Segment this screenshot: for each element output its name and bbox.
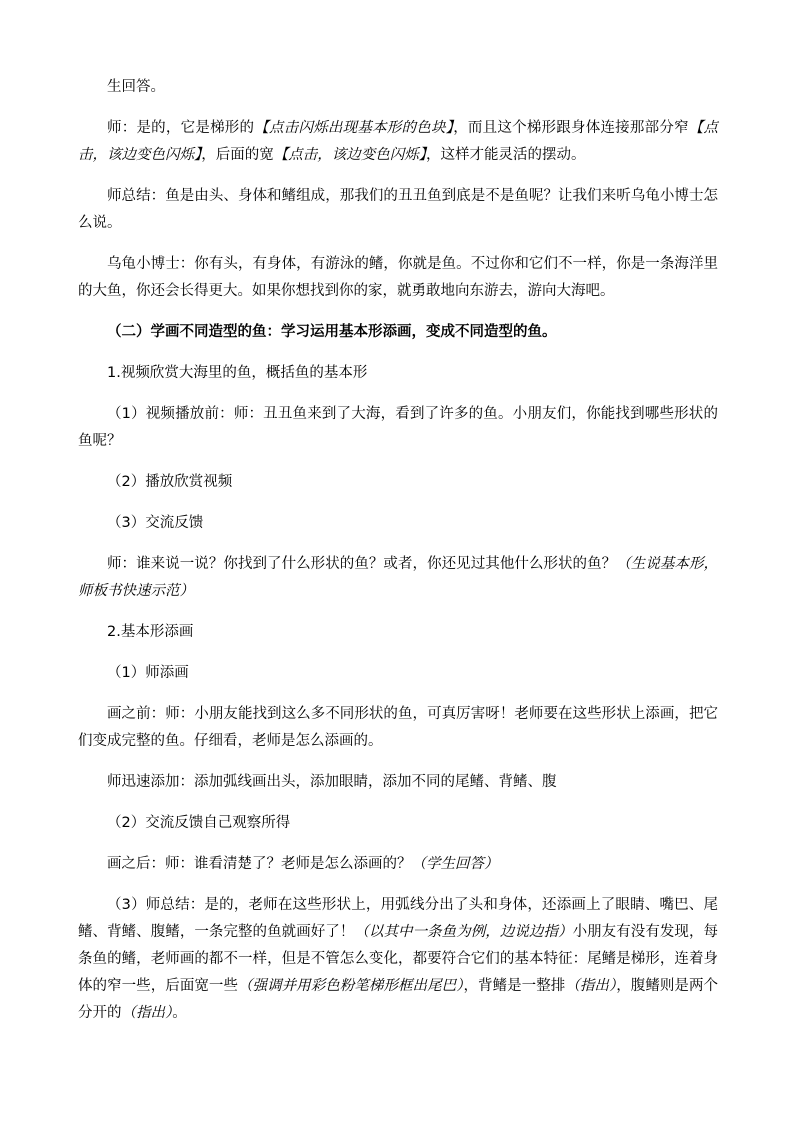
paragraph: [78, 360, 718, 387]
italic-note: （指出）: [565, 978, 617, 994]
italic-note: 【点击闪烁出现基本形的色块】: [254, 120, 454, 136]
text-run: 乌龟小博士：你有头，有身体，有游泳的鳍，你就是鱼。不过你和它们不一样，你是一条海洋里的大鱼，你还会长得更大。如果你想找到你的家，就勇敢地向东游去，游向大海吧。: [78, 256, 718, 299]
paragraph: [78, 469, 718, 496]
paragraph: [78, 510, 718, 537]
italic-note: （强调并用彩色粉笔梯形框出尾巴）: [238, 978, 464, 994]
paragraph: [78, 619, 718, 646]
paragraph: [78, 892, 718, 1027]
text-run: 。: [172, 1005, 187, 1021]
text-run: （3）交流反馈: [107, 515, 204, 531]
italic-note: （学生回答）: [411, 856, 499, 872]
text-run: ，背鳍是一整排: [463, 978, 566, 994]
paragraph: [78, 319, 718, 346]
text-run: （2）交流反馈自己观察所得: [107, 815, 291, 831]
text-run: （1）师添画: [107, 665, 189, 681]
text-run: ，而且这个梯形跟身体连接那部分窄: [453, 120, 689, 136]
text-run: 画之后：师：谁看清楚了？老师是怎么添画的？: [107, 856, 412, 872]
text-run: 师总结：鱼是由头、身体和鳍组成，那我们的丑丑鱼到底是不是鱼呢？让我们来听乌龟小博士怎么说。: [78, 188, 718, 231]
paragraph: [78, 74, 718, 101]
text-run: 1.视频欣赏大海里的鱼，概括鱼的基本形: [107, 365, 368, 381]
italic-note: 【点击，该边变色闪烁】: [78, 120, 719, 163]
italic-note: （以其中一条鱼为例，边说边指）: [354, 924, 573, 940]
text-run: （二）学画不同造型的鱼：学习运用基本形添画，变成不同造型的鱼。: [107, 324, 557, 340]
paragraph: [78, 851, 718, 878]
paragraph: [78, 551, 718, 605]
paragraph: [78, 115, 718, 169]
paragraph: [78, 401, 718, 455]
text-run: （1）视频播放前：师：丑丑鱼来到了大海，看到了许多的鱼。小朋友们，你能找到哪些形状的鱼呢？: [78, 406, 718, 449]
document-page: [78, 74, 718, 1041]
paragraph: [78, 251, 718, 305]
text-run: 师：谁来说一说？你找到了什么形状的鱼？或者，你还见过其他什么形状的鱼？: [107, 556, 617, 572]
paragraph: [78, 701, 718, 755]
text-run: 画之前：师：小朋友能找到这么多不同形状的鱼，可真厉害呀！老师要在这些形状上添画，把它们变成完整的鱼。仔细看，老师是怎么添画的。: [78, 706, 718, 749]
text-run: 师：是的，它是梯形的: [107, 120, 255, 136]
paragraph: [78, 769, 718, 796]
paragraph: [78, 810, 718, 837]
paragraph: [78, 660, 718, 687]
italic-note: （生说基本形，师板书快速示范）: [78, 556, 719, 599]
text-run: ，后面的宽: [201, 147, 274, 163]
paragraph: [78, 183, 718, 237]
text-run: 师迅速添加：添加弧线画出头，添加眼睛，添加不同的尾鳍、背鳍、腹: [107, 774, 557, 790]
italic-note: （指出）: [121, 1005, 173, 1021]
text-run: ，这样才能灵活的摆动。: [426, 147, 586, 163]
text-run: 2.基本形添画: [107, 624, 194, 640]
text-run: （3）师总结：是的，老师在这些形状上，用弧线分出了头和身体，还添画上了眼睛、嘴巴、尾鳍、背鳍、腹鳍，一条完整的鱼就画好了！: [78, 897, 718, 940]
italic-note: 【点击，该边变色闪烁】: [273, 147, 426, 163]
text-run: 小朋友有没有发现，每条鱼的鳍，老师画的都不一样，但是不管怎么变化，都要符合它们的基本特征：尾鳍是梯形，连着身体的窄一些，后面宽一些: [78, 924, 719, 994]
text-run: ，腹鳍则是两个分开的: [78, 978, 719, 1021]
text-run: 生回答。: [107, 79, 165, 95]
text-run: （2）播放欣赏视频: [107, 474, 233, 490]
